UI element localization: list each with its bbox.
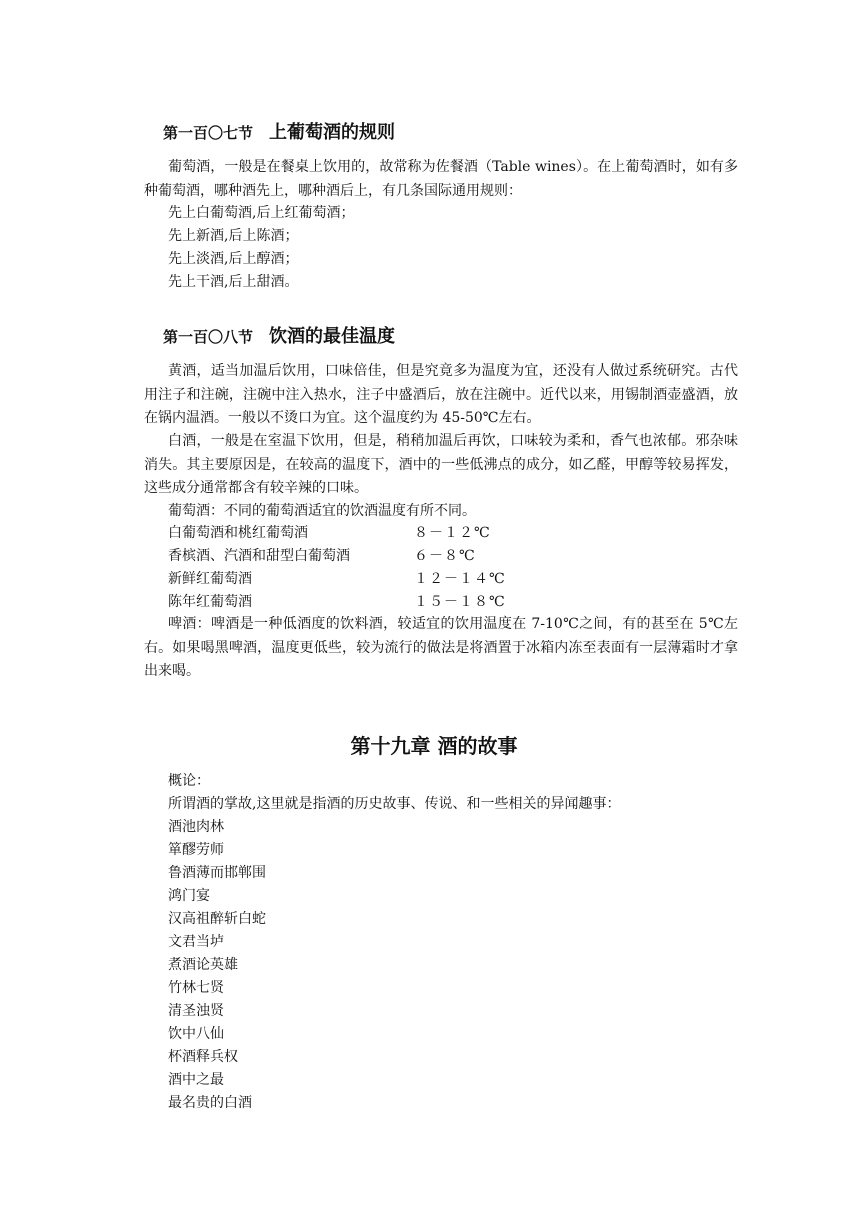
- section-107-heading: [163, 118, 395, 144]
- section-108-p2: 白酒，一般是在室温下饮用，但是，稍稍加温后再饮，口味较为柔和，香气也浓郁。邪杂味消失。其主要原因是，在较高的温度下，酒中的一些低沸点的成分，如乙醛，甲醇等较易挥发，这些成分通常都含有较辛辣的口味。: [144, 433, 738, 496]
- section-107-intro: 葡萄酒，一般是在餐桌上饮用的，故常称为佐餐酒（Table wines）。在上葡萄酒时，如有多种葡萄酒，哪种酒先上，哪种酒后上，有几条国际通用规则：: [144, 159, 738, 199]
- temp-row: [168, 545, 568, 568]
- section-108-heading: [163, 322, 395, 348]
- story-list: [168, 816, 266, 1115]
- story-item: 竹林七贤: [168, 980, 224, 996]
- story-item: 汉高祖醉斩白蛇: [168, 911, 266, 927]
- section-108-p1: 黄酒，适当加温后饮用，口味倍佳，但是究竟多为温度为宜，还没有人做过系统研究。古代用注子和注碗，注碗中注入热水，注子中盛酒后，放在注碗中。近代以来，用锡制酒壶盛酒，放在锅内温酒。一般以不烫口为宜。这个温度约为 45-50℃左右。: [144, 363, 738, 426]
- temp-value: １２－１４℃: [414, 571, 506, 587]
- story-item: 清圣浊贤: [168, 1003, 224, 1019]
- temp-value: １５－１８℃: [414, 594, 506, 610]
- section-107-number: 第一百〇七节: [163, 124, 254, 142]
- temp-value: ８－１２℃: [414, 525, 491, 541]
- temp-wine-name: 新鲜红葡萄酒: [168, 571, 252, 587]
- section-108-number: 第一百〇八节: [163, 328, 254, 346]
- overview-label: 概论：: [168, 773, 210, 789]
- section-108-p3: 葡萄酒：不同的葡萄酒适宜的饮酒温度有所不同。: [168, 503, 476, 519]
- section-107-title: 上葡萄酒的规则: [269, 122, 396, 143]
- rule-3: 先上淡酒,后上醇酒；: [168, 251, 299, 267]
- temp-wine-name: 香槟酒、汽酒和甜型白葡萄酒: [168, 548, 350, 564]
- temp-wine-name: 陈年红葡萄酒: [168, 594, 252, 610]
- temp-row: [168, 591, 568, 614]
- chapter-19-title: 第十九章 酒的故事: [350, 734, 518, 758]
- story-item: 饮中八仙: [168, 1026, 224, 1042]
- rule-4: 先上干酒,后上甜酒。: [168, 274, 299, 290]
- rule-2: 先上新酒,后上陈酒；: [168, 228, 299, 244]
- story-item: 杯酒释兵权: [168, 1049, 238, 1065]
- story-item: 文君当垆: [168, 934, 224, 950]
- story-item: 煮酒论英雄: [168, 957, 238, 973]
- section-108-p4: 啤酒：啤酒是一种低酒度的饮料酒，较适宜的饮用温度在 7-10℃之间，有的甚至在 5℃左右。如果喝黑啤酒，温度更低些，较为流行的做法是将酒置于冰箱内冻至表面有一层薄霜时才拿出来喝。: [144, 616, 738, 679]
- temp-wine-name: 白葡萄酒和桃红葡萄酒: [168, 525, 308, 541]
- story-item: 箪醪劳师: [168, 842, 224, 858]
- story-item: 酒池肉林: [168, 819, 224, 835]
- story-item: 酒中之最: [168, 1072, 224, 1088]
- temp-row: [168, 522, 568, 545]
- story-item: 鲁酒薄而邯郸围: [168, 865, 266, 881]
- story-item: 鸿门宴: [168, 888, 210, 904]
- overview-text: 所谓酒的掌故,这里就是指酒的历史故事、传说、和一些相关的异闻趣事：: [168, 796, 621, 812]
- rule-1: 先上白葡萄酒,后上红葡萄酒；: [168, 205, 355, 221]
- temp-value: ６－８℃: [414, 548, 476, 564]
- story-item: 最名贵的白酒: [168, 1095, 252, 1111]
- temp-row: [168, 568, 568, 591]
- section-108-title: 饮酒的最佳温度: [269, 326, 396, 347]
